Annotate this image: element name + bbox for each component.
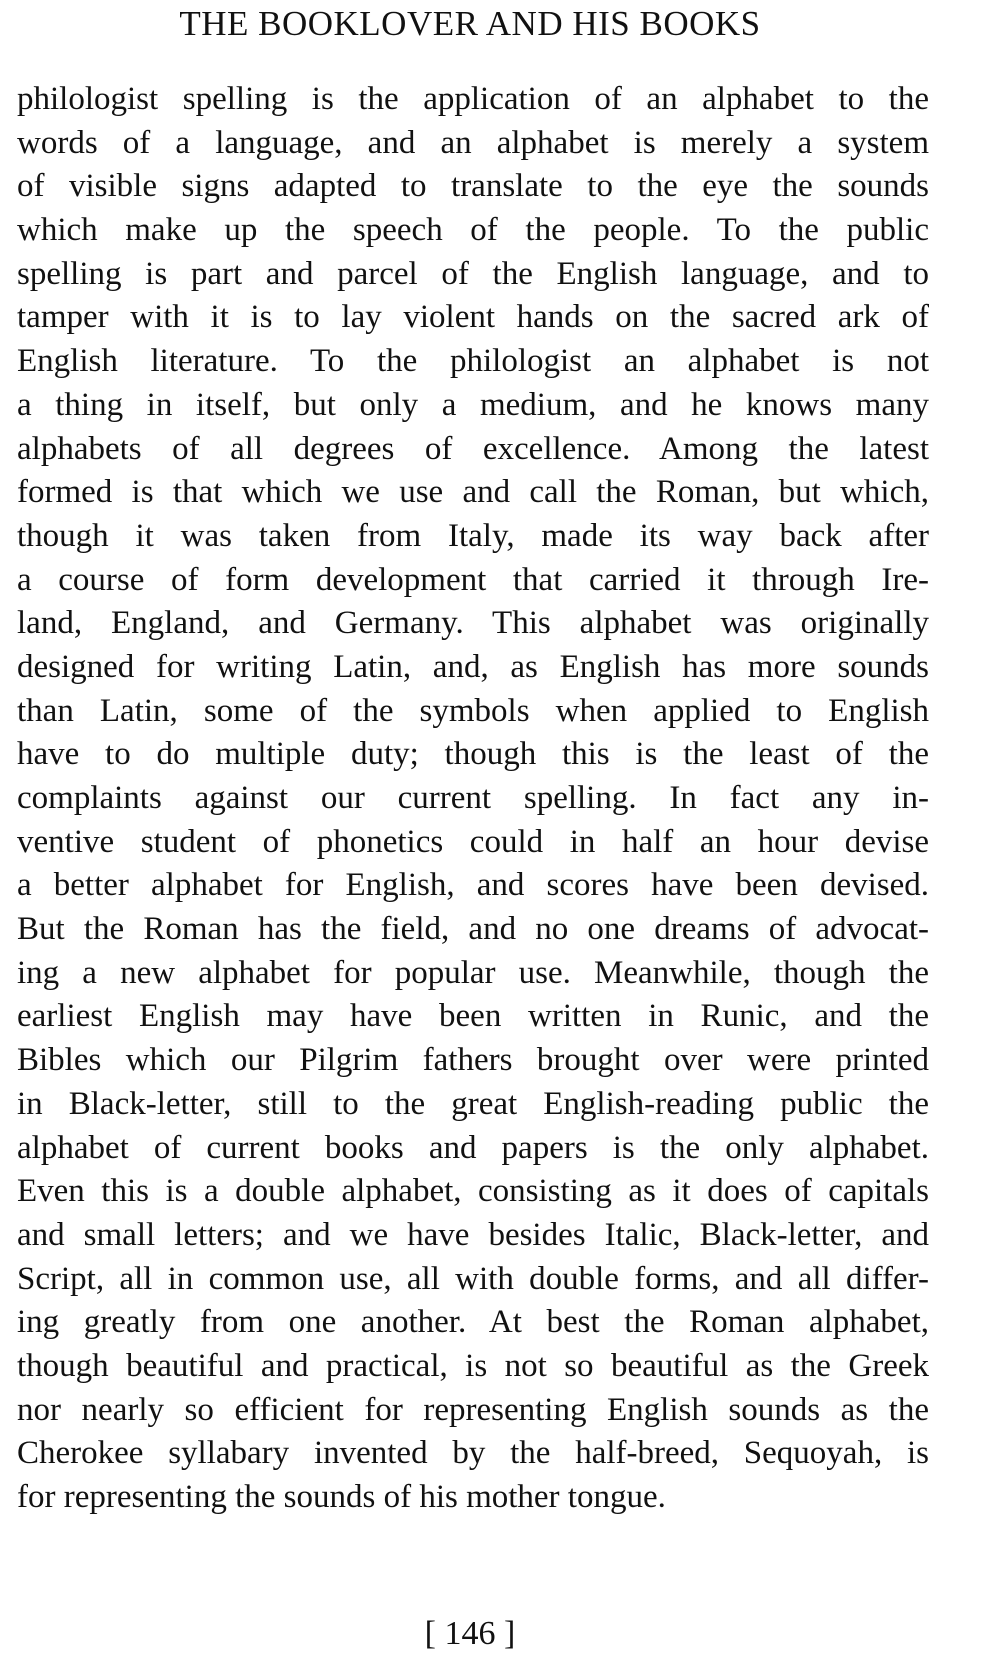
- text-line: ing a new alphabet for popular use. Meanwhile, though the: [17, 954, 929, 991]
- text-line: ing greatly from one another. At best the Roman alphabet,: [17, 1304, 929, 1341]
- text-line: than Latin, some of the symbols when applied to English: [17, 692, 929, 729]
- text-line: and small letters; and we have besides Italic, Black-letter, and: [17, 1216, 929, 1253]
- text-line: words of a language, and an alphabet is merely a system: [17, 124, 929, 161]
- text-line: Bibles which our Pilgrim fathers brought over were printed: [17, 1042, 929, 1079]
- text-line: a thing in itself, but only a medium, and he knows many: [17, 386, 929, 423]
- text-line-last: for representing the sounds of his mother tongue.: [17, 1479, 666, 1515]
- text-line: earliest English may have been written in Runic, and the: [17, 998, 929, 1035]
- text-line: But the Roman has the field, and no one dreams of advocat-: [17, 911, 929, 948]
- text-line: alphabet of current books and papers is the only alphabet.: [17, 1129, 929, 1166]
- text-line: nor nearly so efficient for representing English sounds as the: [17, 1391, 929, 1428]
- text-line: alphabets of all degrees of excellence. Among the latest: [17, 430, 929, 467]
- text-line: a better alphabet for English, and scores have been devised.: [17, 867, 929, 904]
- body-paragraph: [17, 78, 929, 1520]
- text-line: English literature. To the philologist an alphabet is not: [17, 343, 929, 380]
- text-line: a course of form development that carried it through Ire-: [17, 561, 929, 598]
- text-line: land, England, and Germany. This alphabet was originally: [17, 605, 929, 642]
- text-line: in Black-letter, still to the great English-reading public the: [17, 1085, 929, 1122]
- text-line: tamper with it is to lay violent hands on the sacred ark of: [17, 299, 929, 336]
- text-line: Cherokee syllabary invented by the half-breed, Sequoyah, is: [17, 1435, 929, 1472]
- text-line: designed for writing Latin, and, as English has more sounds: [17, 648, 929, 685]
- text-line: though beautiful and practical, is not so beautiful as the Greek: [17, 1347, 929, 1384]
- text-line: Script, all in common use, all with double forms, and all differ-: [17, 1260, 929, 1297]
- running-head: THE BOOKLOVER AND HIS BOOKS: [179, 4, 761, 43]
- text-line: spelling is part and parcel of the English language, and to: [17, 255, 929, 292]
- text-line: of visible signs adapted to translate to the eye the sounds: [17, 168, 929, 205]
- text-line: have to do multiple duty; though this is the least of the: [17, 736, 929, 773]
- page-number: [ 146 ]: [424, 1615, 516, 1652]
- text-line: Even this is a double alphabet, consisting as it does of capitals: [17, 1173, 929, 1210]
- text-line: which make up the speech of the people. To the public: [17, 212, 929, 249]
- text-line: complaints against our current spelling. In fact any in-: [17, 780, 929, 816]
- text-line: though it was taken from Italy, made its way back after: [17, 517, 929, 554]
- text-line: philologist spelling is the application of an alphabet to the: [17, 81, 929, 117]
- text-line: formed is that which we use and call the Roman, but which,: [17, 474, 929, 511]
- text-line: ventive student of phonetics could in half an hour devise: [17, 823, 929, 860]
